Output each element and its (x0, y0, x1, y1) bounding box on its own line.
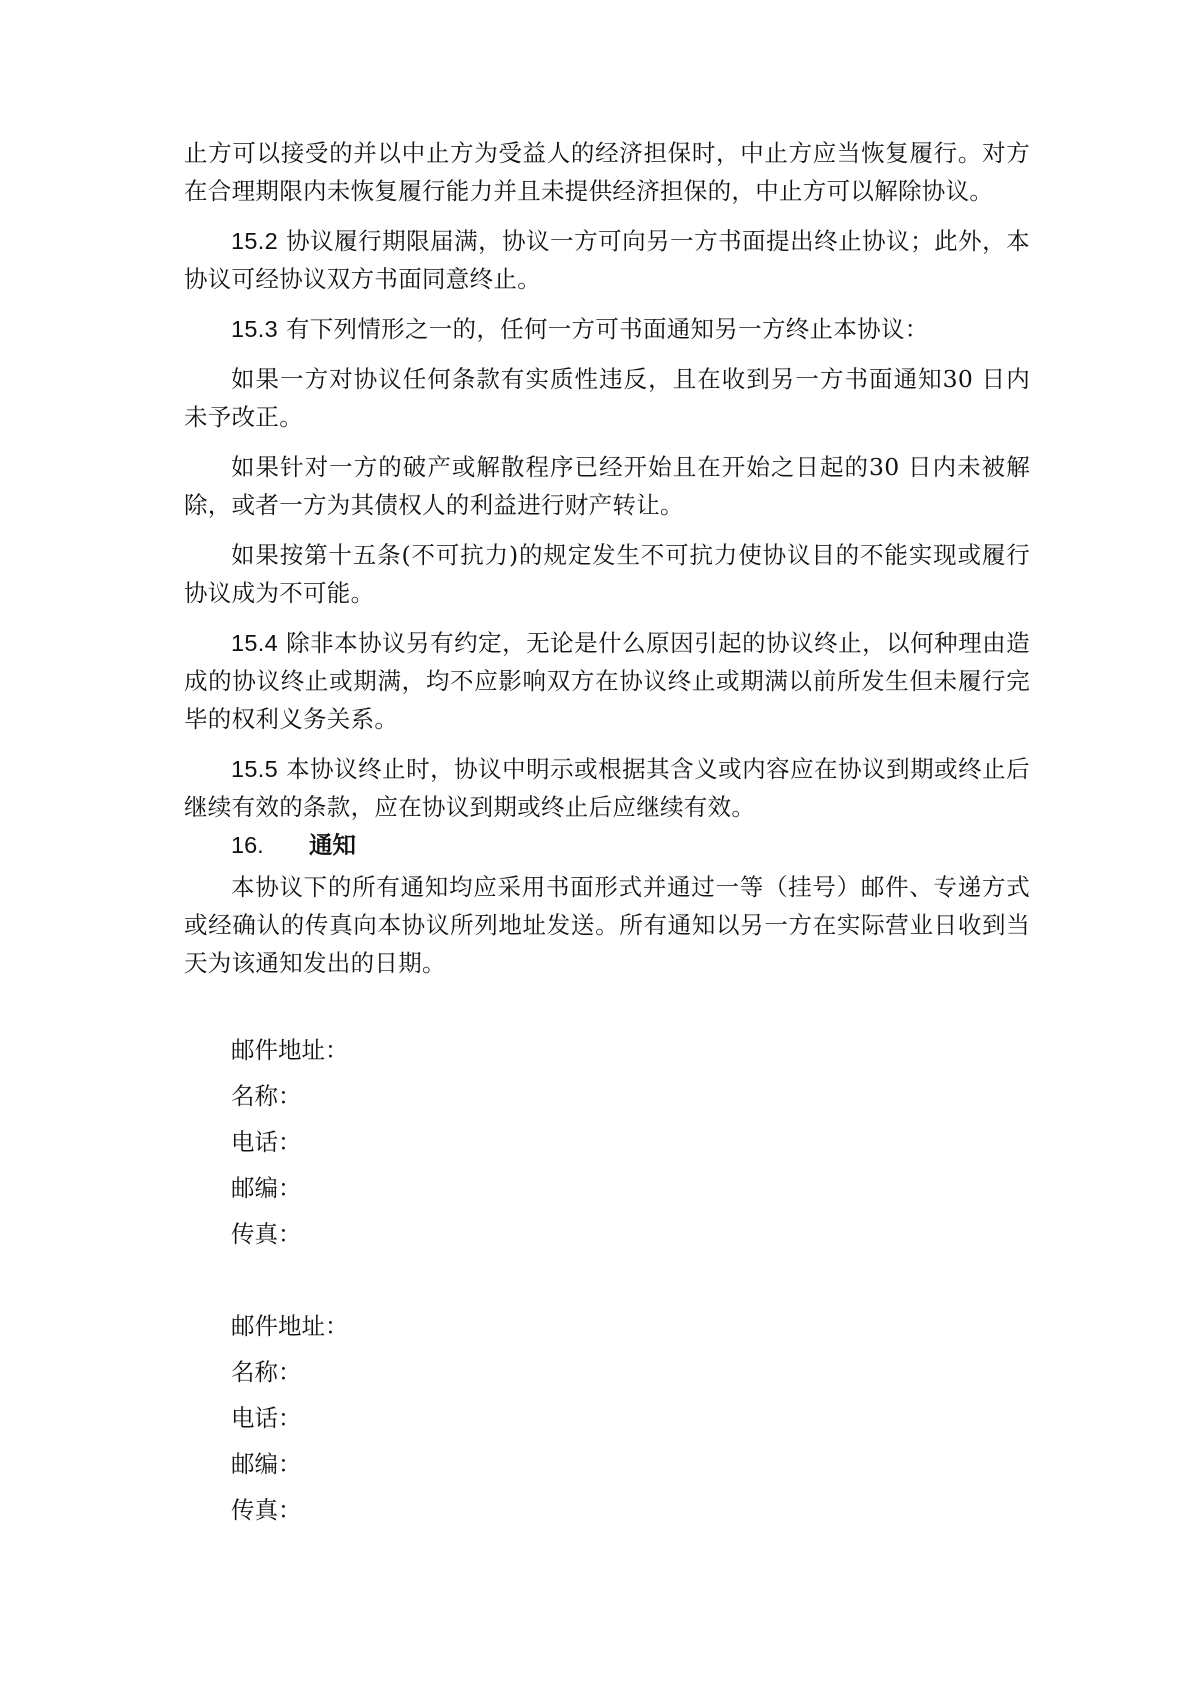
paragraph-15-3 (184, 310, 1030, 348)
paragraph-text: 如果针对一方的破产或解散程序已经开始且在开始之日起的30 日内未被解除，或者一方为其债权人的利益进行财产转让。 (184, 453, 1030, 519)
fax-label: 传真： (231, 1220, 302, 1248)
paragraph-15-5 (184, 750, 1030, 826)
paragraph-15-4 (184, 624, 1030, 738)
paragraph-15-3-c (184, 536, 1030, 612)
fax-label: 传真： (231, 1496, 302, 1524)
paragraph-text: 本协议终止时，协议中明示或根据其含义或内容应在协议到期或终止后继续有效的条款，应在协议到期或终止后应继续有效。 (184, 755, 1030, 821)
paragraph-text: 如果按第十五条(不可抗力)的规定发生不可抗力使协议目的不能实现或履行协议成为不可能。 (184, 541, 1030, 607)
postcode-label: 邮编： (231, 1450, 302, 1478)
mail-address-label: 邮件地址： (231, 1036, 349, 1064)
section-16-heading (231, 826, 356, 864)
mail-address-label: 邮件地址： (231, 1312, 349, 1340)
paragraph-text: 协议履行期限届满，协议一方可向另一方书面提出终止协议；此外，本协议可经协议双方书面同意终止。 (184, 227, 1030, 293)
name-label: 名称： (231, 1082, 302, 1110)
clause-number: 15.4 (231, 630, 278, 656)
address-block-2 (231, 1303, 349, 1533)
section-title: 通知 (309, 831, 356, 859)
address-block-1 (231, 1027, 349, 1257)
postcode-label: 邮编： (231, 1174, 302, 1202)
paragraph-text: 除非本协议另有约定，无论是什么原因引起的协议终止，以何种理由造成的协议终止或期满，均不应影响双方在协议终止或期满以前所发生但未履行完毕的权利义务关系。 (184, 629, 1030, 733)
name-label: 名称： (231, 1358, 302, 1386)
paragraph-text: 如果一方对协议任何条款有实质性违反，且在收到另一方书面通知30 日内未予改正。 (184, 365, 1030, 431)
phone-label: 电话： (231, 1404, 302, 1432)
section-number: 16. (231, 832, 264, 858)
clause-15-continuation (184, 134, 1030, 838)
paragraph-15-3-a (184, 360, 1030, 436)
clause-number: 15.5 (231, 756, 278, 782)
clause-number: 15.3 (231, 316, 278, 342)
paragraph-15-1-continuation (184, 134, 1030, 210)
paragraph-text: 本协议下的所有通知均应采用书面形式并通过一等（挂号）邮件、专递方式或经确认的传真向本协议所列地址发送。所有通知以另一方在实际营业日收到当天为该通知发出的日期。 (184, 873, 1030, 977)
section-16-body (184, 868, 1030, 982)
clause-number: 15.2 (231, 228, 278, 254)
paragraph-15-2 (184, 222, 1030, 298)
paragraph-15-3-b (184, 448, 1030, 524)
phone-label: 电话： (231, 1128, 302, 1156)
paragraph-text: 止方可以接受的并以中止方为受益人的经济担保时，中止方应当恢复履行。对方在合理期限内未恢复履行能力并且未提供经济担保的，中止方可以解除协议。 (184, 139, 1030, 205)
paragraph-text: 有下列情形之一的，任何一方可书面通知另一方终止本协议： (285, 315, 929, 343)
